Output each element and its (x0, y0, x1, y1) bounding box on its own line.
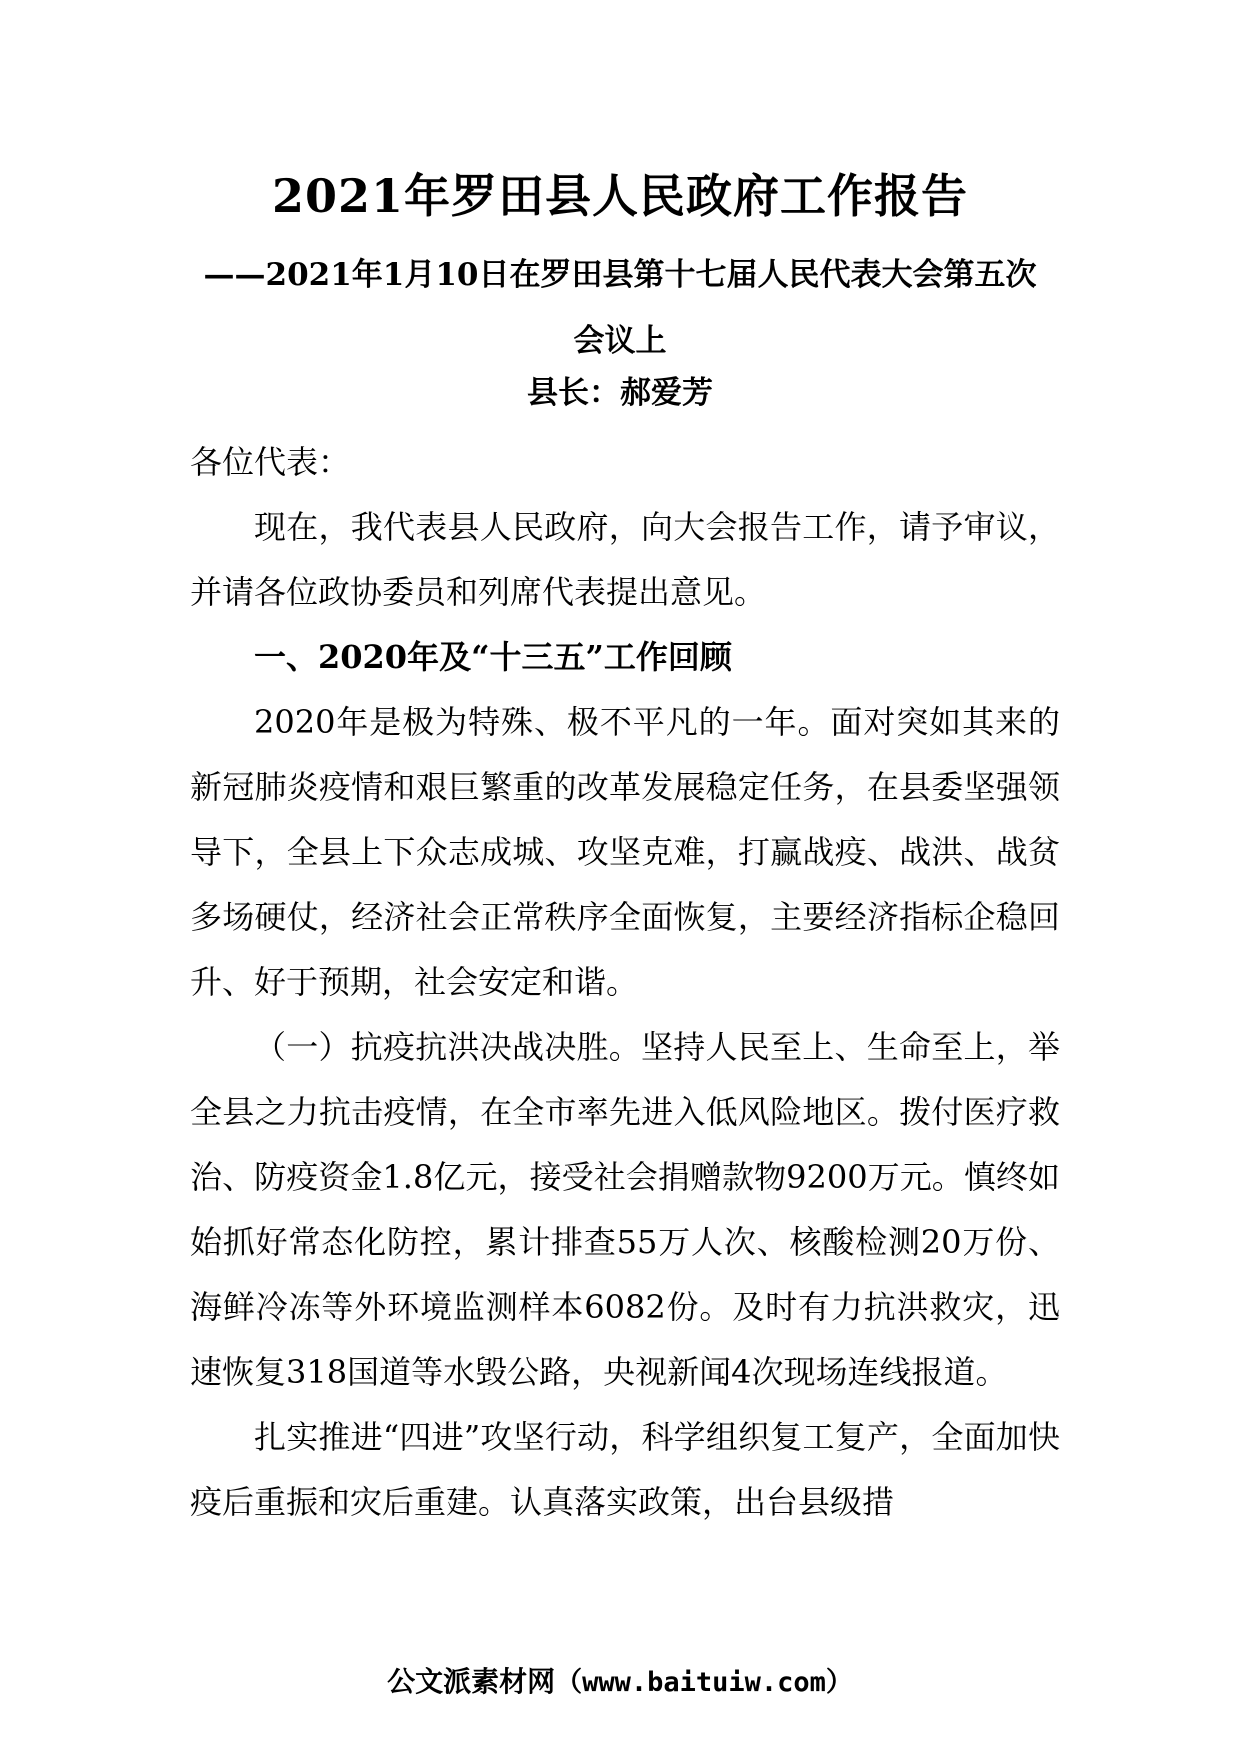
document-subtitle: ——2021年1月10日在罗田县第十七届人民代表大会第五次会议上 (203, 257, 1037, 359)
document-body (190, 430, 1060, 1535)
intro-paragraph: 现在，我代表县人民政府，向大会报告工作，请予审议，并请各位政协委员和列席代表提出意见。 (190, 508, 1060, 611)
section-heading: 一、2020年及“十三五”工作回顾 (254, 638, 732, 676)
footer-url[interactable]: （www.baituiw.com） (555, 1667, 853, 1698)
section-paragraph-1: 2020年是极为特殊、极不平凡的一年。面对突如其来的新冠肺炎疫情和艰巨繁重的改革发展稳定任务，在县委坚强领导下，全县上下众志成城、攻坚克难，打赢战疫、战洪、战贫多场硬仗，经济社会正常秩序全面恢复，主要经济指标企稳回升、好于预期，社会安定和谐。 (190, 703, 1060, 1001)
speaker-line: 县长：郝爱芳 (527, 375, 713, 411)
footer-site-name: 公文派素材网 (387, 1665, 556, 1698)
section-paragraph-2: （一）抗疫抗洪决战决胜。坚持人民至上、生命至上，举全县之力抗击疫情，在全市率先进入低风险地区。拨付医疗救治、防疫资金1.8亿元，接受社会捐赠款物9200万元。慎终如始抓好常态化防控，累计排查55万人次、核酸检测20万份、海鲜冷冻等外环境监测样本6082份。及时有力抗洪救灾，迅速恢复318国道等水毁公路，央视新闻4次现场连线报道。 (190, 1028, 1060, 1391)
salutation: 各位代表： (190, 443, 351, 481)
page-footer (0, 1660, 1240, 1705)
section-paragraph-3: 扎实推进“四进”攻坚行动，科学组织复工复产，全面加快疫后重振和灾后重建。认真落实政策，出台县级措 (190, 1418, 1060, 1521)
document-title: 2021年罗田县人民政府工作报告 (271, 169, 969, 223)
